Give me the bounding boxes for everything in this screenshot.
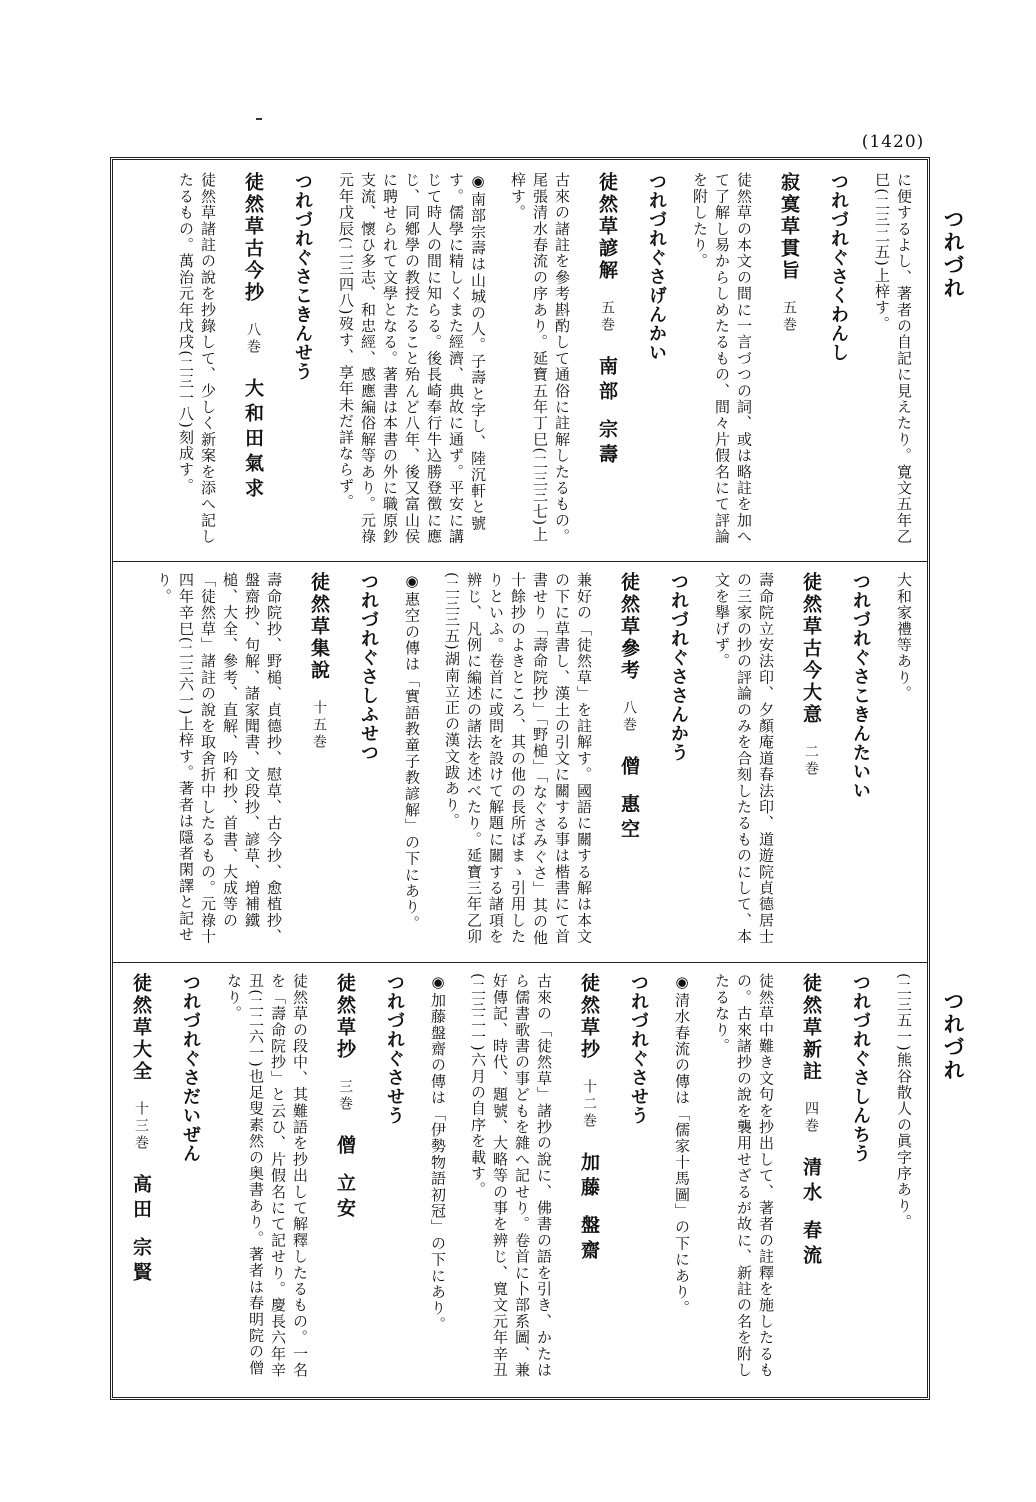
entry-author: 南部 宗壽	[596, 356, 618, 469]
entry-title	[767, 162, 817, 555]
entry-title-text: 徒然草諺解	[596, 172, 618, 282]
entry-reading: つれづれぐさせう	[384, 973, 405, 1125]
author-note: ◉惠空の傳は「實語教童子教諺解」の下にあり。	[403, 572, 421, 932]
entry-reading: つれづれぐさこきんせう	[292, 172, 313, 381]
entry-title-text: 徒然草集說	[308, 572, 330, 682]
continued-text: (二三五一)熊谷散人の眞字序あり。	[895, 973, 913, 1231]
entry-title-text: 寂寞草貫旨	[778, 172, 800, 282]
entry-title	[119, 963, 169, 1394]
entry-author: 僧 惠空	[618, 756, 640, 844]
entry-title-text: 徒然草古今抄	[242, 172, 264, 304]
entry-reading: つれづれぐさしふせつ	[358, 572, 379, 762]
entry-author: 加藤 盤齋	[578, 1152, 600, 1265]
entry-description: 徒然草中難き文句を抄出して、著者の註釋を施したるもの。古來諸抄の說を襲用せざるが故に、新註の名を附したるなり。	[713, 973, 775, 1378]
entry-description: 徒然草の本文の間に一言づつの詞、或は略註を加へて了解し易からしめたるもの、間々片假名にて評論を附したり。	[691, 172, 753, 545]
entry-description: 兼好の「徒然草」を註解す。國語に關する解は本文の下に草書し、漢土の引文に關する事は楷書にて首書せり「壽命院抄」「野槌」「なぐさみぐさ」其の他十餘抄のよきところ、其の他の長所ばまゝ引用したりといふ。卷首に或問を設けて解題に關する諸項を辨じ、凡例に編述の諸法を述べたり。延寶三年乙卯(二三三五)湖南立正の漢文跋あり。	[443, 572, 593, 946]
continued-text: に便するよし、著者の自記に見えたり。寛文五年乙巳(二三二五)上梓す。	[873, 172, 913, 545]
volume-count: 五巻	[599, 300, 615, 334]
entry-title	[323, 963, 373, 1394]
entry-title-text: 徒然草抄	[578, 973, 600, 1061]
volume-count: 五巻	[781, 300, 797, 334]
author-note: ◉加藤盤齋の傳は「伊勢物語初冠」の下にあり。	[429, 973, 447, 1333]
entry-reading: つれづれぐさげんかい	[646, 172, 667, 362]
entry-description: 壽命院抄、野槌、貞德抄、慰草、古今抄、愈植抄、盤齋抄、句解、諸家聞書、文段抄、諺草、増補鐵槌、大全、參考、直解、吟和抄、首書、大成等の「徒然草」諸註の說を取舍折中したるもの。元祿十四年辛巳(二三六一)上梓す。著者は隱者閑譯と記せり。	[155, 572, 283, 945]
tier-bottom	[113, 962, 927, 1394]
entry-description: 壽命院立安法印、夕顏庵道春法印、道遊院貞德居士の三家の抄の評論のみを合刻したるものにして、本文を擧げず。	[713, 572, 775, 945]
entry-reading: つれづれぐさせう	[628, 973, 649, 1125]
entry-author: 大和田氣求	[242, 378, 264, 503]
author-note: ◉清水春流の傳は「儒家十馬圖」の下にあり。	[673, 973, 691, 1317]
volume-count: 二巻	[803, 744, 819, 778]
entry-reading: つれづれぐさくわんし	[828, 172, 849, 362]
entry-title-text: 徒然草大全	[130, 973, 152, 1083]
entry-reading: つれづれぐささんかう	[668, 572, 689, 762]
entry-title	[789, 963, 839, 1394]
stray-ink-mark	[256, 118, 262, 120]
entry-author: 僧 立安	[334, 1135, 356, 1223]
entry-description: 徒然草諸註の說を抄錄して、少しく新案を添へ記したるもの。萬治元年戊戌(二三一八)刻成す。	[177, 172, 217, 545]
entry-title	[607, 562, 657, 956]
volume-count: 三巻	[337, 1079, 353, 1113]
entry-title-text: 徒然草抄	[334, 973, 356, 1061]
entry-title	[585, 162, 635, 555]
entry-author: 清水 春流	[800, 1157, 822, 1270]
entry-reading: つれづれぐさだいぜん	[180, 973, 201, 1163]
volume-count: 四巻	[803, 1101, 819, 1135]
entry-description: 古來の諸註を參考斟酌して通俗に註解したるもの。尾張清水春流の序あり。延寶五年丁巳(二三三七)上梓す。	[509, 172, 571, 545]
entry-title	[789, 562, 839, 956]
page-number: (1420)	[861, 132, 925, 152]
volume-count: 十二巻	[581, 1079, 597, 1130]
entry-title	[231, 162, 281, 555]
tier-top	[113, 162, 927, 555]
running-header-bottom: つれづれ	[941, 990, 965, 1082]
volume-count: 十五巻	[311, 700, 327, 751]
entry-author: 高田 宗賢	[130, 1174, 152, 1287]
running-header-top: つれづれ	[941, 208, 965, 300]
entry-reading: つれづれぐさこきんたいい	[850, 572, 871, 800]
entry-title-text: 徒然草古今大意	[800, 572, 822, 726]
tier-middle	[113, 561, 927, 956]
entry-description: 徒然草の段中、其難語を抄出して解釋したるもの。一名を「壽命院抄」と云ひ、片假名にて記せり。慶長六年辛丑(二二六一)也足叟素然の奥書あり。著者は春明院の僧なり。	[225, 973, 309, 1378]
volume-count: 八巻	[245, 322, 261, 356]
entry-reading: つれづれぐさしんちう	[850, 973, 871, 1163]
entry-title	[297, 562, 347, 956]
volume-count: 十三巻	[133, 1101, 149, 1152]
entry-description: 古來の「徒然草」諸抄の說に、佛書の語を引き、かたはら儒書歌書の事どもを雜へ記せり。卷首に卜部系圖、兼好傳記、時代、題號、大略等の事を辨じ、寬文元年辛丑(二三二一)六月の自序を載す。	[469, 973, 553, 1378]
entry-title-text: 徒然草新註	[800, 973, 822, 1083]
author-note: ◉南部宗壽は山城の人。子壽と字し、陸沉軒と號す。儒學に精しくまた經濟、典故に通ず。平安に講じて時人の間に知らる。後長崎奉行牛込勝登徴に應じ、同鄕學の教授たること殆んど八年、後又富山侯に聘せられて文學となる。著書は本書の外に職原鈔支流、懷ひ多志、和忠經、感應編俗解等あり。元祿元年戊辰(二三四八)歿す、享年未だ詳ならず。	[337, 172, 487, 545]
volume-count: 八巻	[621, 700, 637, 734]
entry-title-text: 徒然草參考	[618, 572, 640, 682]
entry-title	[567, 963, 617, 1394]
continued-text: 大和家禮等あり。	[895, 572, 913, 702]
